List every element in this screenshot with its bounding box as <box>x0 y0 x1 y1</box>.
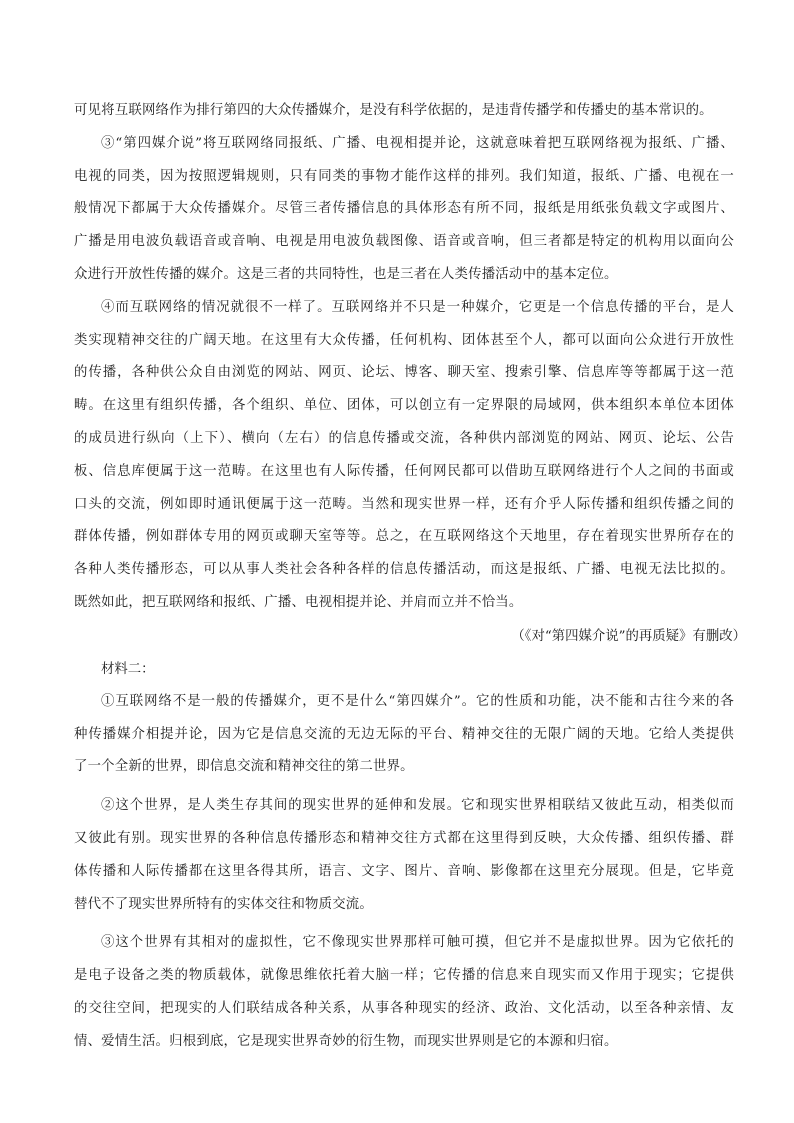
material-two-paragraph-2 <box>74 790 734 921</box>
text-line: 板、信息库便属于这一范畴。在这里也有人际传播，任何网民都可以借助互联网络进行个人之间的书面或 <box>74 463 734 479</box>
text-line: 口头的交流，例如即时通讯便属于这一范畴。当然和现实世界一样，还有介乎人际传播和组织传播之间的 <box>74 496 734 512</box>
text-line: 般情况下都属于大众传播媒介。尽管三者传播信息的具体形态有所不同，报纸是用纸张负载文字或图片、 <box>74 201 734 217</box>
material-two-paragraph-3 <box>74 927 734 1058</box>
text-line: 群体传播，例如群体专用的网页或聊天室等等。总之，在互联网络这个天地里，存在着现实世界所存在的 <box>74 529 734 545</box>
text-line: 的交往空间，把现实的人们联结成各种关系，从事各种现实的经济、政治、文化活动，以至各种亲情、友 <box>74 1000 734 1016</box>
material-one-text <box>74 95 734 620</box>
paragraph-3-line: ③“第四媒介说”将互联网络同报纸、广播、电视相提并论，这就意味着把互联网络视为报纸、广播、 <box>101 135 734 151</box>
text-line: 既然如此，把互联网络和报纸、广播、电视相提并论、并肩而立并不恰当。 <box>74 594 523 610</box>
text-line: 情、爱情生活。归根到底，它是现实世界奇妙的衍生物，而现实世界则是它的本源和归宿。 <box>74 1033 618 1049</box>
text-line: 又彼此有别。现实世界的各种信息传播形态和精神交往方式都在这里得到反映，大众传播、组织传播、群 <box>74 830 734 846</box>
document-page <box>74 95 746 1059</box>
text-line: 广播是用电波负载语音或音响、电视是用电波负载图像、语音或音响，但三者都是特定的机构用以面向公 <box>74 234 734 250</box>
text-line: 电视的同类，因为按照逻辑规则，只有同类的事物才能作这样的排列。我们知道，报纸、广播、电视在一 <box>74 168 734 184</box>
source-citation: （《对“第四媒介说”的再质疑》有删改） <box>511 628 746 644</box>
text-line: 众进行开放性传播的媒介。这是三者的共同特性，也是三者在人类传播活动中的基本定位。 <box>74 266 618 282</box>
paragraph-4-line: ④而互联网络的情况就很不一样了。互联网络并不只是一种媒介，它更是一个信息传播的平台，是人 <box>101 299 734 315</box>
text-line: 种传播媒介相提并论，因为它是信息交流的无边无际的平台、精神交往的无限广阔的天地。它给人类提供 <box>74 726 734 742</box>
text-line: 是电子设备之类的物质载体，就像思维依托着大脑一样；它传播的信息来自现实而又作用于现实；它提供 <box>74 968 734 984</box>
text-line: ②这个世界，是人类生存其间的现实世界的延伸和发展。它和现实世界相联结又彼此互动，相类似而 <box>101 798 734 814</box>
text-line: 体传播和人际传播都在这里各得其所，语言、文字、图片、音响、影像都在这里充分展现。但是，它毕竟 <box>74 863 734 879</box>
text-line: 各种人类传播形态，可以从事人类社会各种各样的信息传播活动，而这是报纸、广播、电视无法比拟的。 <box>74 562 734 578</box>
text-line: 替代不了现实世界所特有的实体交往和物质交流。 <box>74 896 373 912</box>
text-line: ③这个世界有其相对的虚拟性，它不像现实世界那样可触可摸，但它并不是虚拟世界。因为它依托的 <box>101 935 734 951</box>
text-line: 类实现精神交往的广阔天地。在这里有大众传播，任何机构、团体甚至个人，都可以面向公众进行开放性 <box>74 332 734 348</box>
text-line: 畴。在这里有组织传播，各个组织、单位、团体，可以创立有一定界限的局域网，供本组织本单位本团体 <box>74 398 734 414</box>
text-line: 可见将互联网络作为排行第四的大众传播媒介，是没有科学依据的，是违背传播学和传播史的基本常识的。 <box>74 103 713 118</box>
text-line: 的传播，各种供公众自由浏览的网站、网页、论坛、博客、聊天室、搜索引擎、信息库等等都属于这一范 <box>74 365 734 381</box>
material-two-paragraph-1 <box>74 686 734 784</box>
text-line: ①互联网络不是一般的传播媒介，更不是什么“第四媒介”。它的性质和功能，决不能和古往今来的各 <box>101 693 734 709</box>
material-two-heading: 材料二： <box>101 661 155 677</box>
text-line: 了一个全新的世界，即信息交流和精神交往的第二世界。 <box>74 759 414 775</box>
text-line: 的成员进行纵向（上下）、横向（左右）的信息传播或交流，各种供内部浏览的网站、网页、论坛、公告 <box>74 430 734 446</box>
